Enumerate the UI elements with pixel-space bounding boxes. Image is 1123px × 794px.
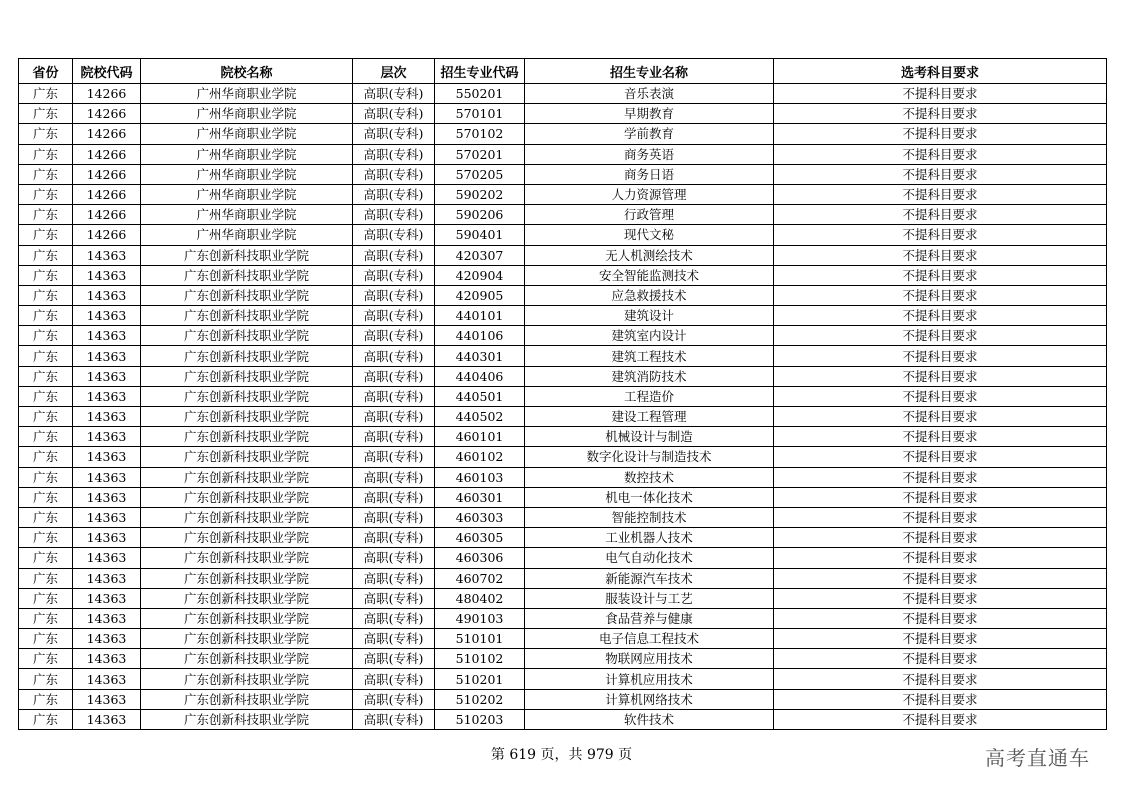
cell-level: 高职(专科) xyxy=(353,568,435,588)
cell-province: 广东 xyxy=(19,104,73,124)
cell-subject-requirement: 不提科目要求 xyxy=(774,548,1107,568)
cell-subject-requirement: 不提科目要求 xyxy=(774,427,1107,447)
cell-subject-requirement: 不提科目要求 xyxy=(774,285,1107,305)
cell-school-code: 14266 xyxy=(73,144,141,164)
header-subject-requirement: 选考科目要求 xyxy=(774,59,1107,84)
table-row xyxy=(19,528,1107,548)
cell-major-name: 物联网应用技术 xyxy=(525,649,774,669)
cell-level: 高职(专科) xyxy=(353,326,435,346)
cell-major-code: 460102 xyxy=(435,447,525,467)
cell-major-code: 460306 xyxy=(435,548,525,568)
cell-school-name: 广州华商职业学院 xyxy=(141,124,353,144)
header-school-name: 院校名称 xyxy=(141,59,353,84)
table-row xyxy=(19,306,1107,326)
cell-major-code: 440101 xyxy=(435,306,525,326)
cell-major-code: 420307 xyxy=(435,245,525,265)
table-row xyxy=(19,487,1107,507)
cell-school-code: 14363 xyxy=(73,487,141,507)
cell-subject-requirement: 不提科目要求 xyxy=(774,346,1107,366)
cell-level: 高职(专科) xyxy=(353,528,435,548)
cell-school-code: 14363 xyxy=(73,629,141,649)
cell-province: 广东 xyxy=(19,467,73,487)
header-row xyxy=(19,59,1107,84)
cell-school-code: 14266 xyxy=(73,124,141,144)
cell-level: 高职(专科) xyxy=(353,306,435,326)
cell-subject-requirement: 不提科目要求 xyxy=(774,386,1107,406)
cell-subject-requirement: 不提科目要求 xyxy=(774,709,1107,729)
table-row xyxy=(19,608,1107,628)
cell-major-code: 590401 xyxy=(435,225,525,245)
cell-level: 高职(专科) xyxy=(353,124,435,144)
cell-school-code: 14363 xyxy=(73,669,141,689)
cell-major-name: 服装设计与工艺 xyxy=(525,588,774,608)
cell-major-name: 建筑工程技术 xyxy=(525,346,774,366)
table-row xyxy=(19,144,1107,164)
cell-school-name: 广东创新科技职业学院 xyxy=(141,467,353,487)
table-header xyxy=(19,59,1107,84)
cell-school-name: 广州华商职业学院 xyxy=(141,205,353,225)
cell-subject-requirement: 不提科目要求 xyxy=(774,507,1107,527)
table-row xyxy=(19,124,1107,144)
table-row xyxy=(19,427,1107,447)
cell-province: 广东 xyxy=(19,124,73,144)
cell-subject-requirement: 不提科目要求 xyxy=(774,104,1107,124)
cell-province: 广东 xyxy=(19,548,73,568)
header-major-name: 招生专业名称 xyxy=(525,59,774,84)
table-row xyxy=(19,285,1107,305)
page-number: 第 619 页，共 979 页 xyxy=(490,747,633,763)
cell-subject-requirement: 不提科目要求 xyxy=(774,487,1107,507)
cell-major-name: 建筑设计 xyxy=(525,306,774,326)
cell-school-code: 14363 xyxy=(73,427,141,447)
cell-province: 广东 xyxy=(19,265,73,285)
cell-subject-requirement: 不提科目要求 xyxy=(774,245,1107,265)
table-row xyxy=(19,548,1107,568)
cell-school-name: 广东创新科技职业学院 xyxy=(141,346,353,366)
table-row xyxy=(19,709,1107,729)
cell-major-name: 计算机应用技术 xyxy=(525,669,774,689)
table-row xyxy=(19,245,1107,265)
cell-major-code: 570101 xyxy=(435,104,525,124)
cell-major-name: 建筑室内设计 xyxy=(525,326,774,346)
cell-major-code: 480402 xyxy=(435,588,525,608)
cell-province: 广东 xyxy=(19,164,73,184)
header-school-code: 院校代码 xyxy=(73,59,141,84)
cell-province: 广东 xyxy=(19,366,73,386)
cell-school-code: 14363 xyxy=(73,568,141,588)
cell-province: 广东 xyxy=(19,669,73,689)
cell-subject-requirement: 不提科目要求 xyxy=(774,326,1107,346)
cell-province: 广东 xyxy=(19,144,73,164)
cell-subject-requirement: 不提科目要求 xyxy=(774,568,1107,588)
cell-major-name: 建筑消防技术 xyxy=(525,366,774,386)
table-row xyxy=(19,84,1107,104)
cell-school-name: 广东创新科技职业学院 xyxy=(141,689,353,709)
cell-major-code: 510202 xyxy=(435,689,525,709)
cell-level: 高职(专科) xyxy=(353,265,435,285)
cell-school-code: 14363 xyxy=(73,507,141,527)
cell-school-code: 14363 xyxy=(73,285,141,305)
cell-major-code: 460303 xyxy=(435,507,525,527)
cell-school-code: 14266 xyxy=(73,225,141,245)
cell-province: 广东 xyxy=(19,326,73,346)
cell-major-name: 商务英语 xyxy=(525,144,774,164)
cell-province: 广东 xyxy=(19,84,73,104)
cell-subject-requirement: 不提科目要求 xyxy=(774,366,1107,386)
cell-level: 高职(专科) xyxy=(353,447,435,467)
table-row xyxy=(19,568,1107,588)
cell-major-code: 510101 xyxy=(435,629,525,649)
cell-province: 广东 xyxy=(19,689,73,709)
cell-subject-requirement: 不提科目要求 xyxy=(774,306,1107,326)
table-row xyxy=(19,588,1107,608)
cell-school-name: 广东创新科技职业学院 xyxy=(141,487,353,507)
table-row xyxy=(19,386,1107,406)
table-row xyxy=(19,629,1107,649)
cell-major-code: 440501 xyxy=(435,386,525,406)
cell-level: 高职(专科) xyxy=(353,709,435,729)
cell-subject-requirement: 不提科目要求 xyxy=(774,144,1107,164)
cell-school-code: 14363 xyxy=(73,366,141,386)
cell-subject-requirement: 不提科目要求 xyxy=(774,588,1107,608)
cell-school-name: 广东创新科技职业学院 xyxy=(141,245,353,265)
table-row xyxy=(19,326,1107,346)
cell-major-name: 工程造价 xyxy=(525,386,774,406)
cell-province: 广东 xyxy=(19,588,73,608)
table-row xyxy=(19,366,1107,386)
cell-school-code: 14363 xyxy=(73,528,141,548)
cell-school-name: 广东创新科技职业学院 xyxy=(141,386,353,406)
cell-school-name: 广东创新科技职业学院 xyxy=(141,265,353,285)
cell-major-name: 食品营养与健康 xyxy=(525,608,774,628)
table-row xyxy=(19,225,1107,245)
cell-major-code: 590206 xyxy=(435,205,525,225)
cell-level: 高职(专科) xyxy=(353,104,435,124)
cell-school-name: 广东创新科技职业学院 xyxy=(141,608,353,628)
cell-major-name: 电子信息工程技术 xyxy=(525,629,774,649)
table-row xyxy=(19,467,1107,487)
cell-subject-requirement: 不提科目要求 xyxy=(774,629,1107,649)
cell-province: 广东 xyxy=(19,487,73,507)
cell-major-code: 440301 xyxy=(435,346,525,366)
table-row xyxy=(19,649,1107,669)
cell-school-name: 广东创新科技职业学院 xyxy=(141,285,353,305)
cell-subject-requirement: 不提科目要求 xyxy=(774,84,1107,104)
cell-province: 广东 xyxy=(19,285,73,305)
cell-major-code: 570201 xyxy=(435,144,525,164)
cell-subject-requirement: 不提科目要求 xyxy=(774,669,1107,689)
cell-subject-requirement: 不提科目要求 xyxy=(774,225,1107,245)
cell-school-name: 广东创新科技职业学院 xyxy=(141,366,353,386)
cell-level: 高职(专科) xyxy=(353,427,435,447)
cell-province: 广东 xyxy=(19,184,73,204)
cell-school-name: 广州华商职业学院 xyxy=(141,144,353,164)
cell-subject-requirement: 不提科目要求 xyxy=(774,608,1107,628)
table-body xyxy=(19,84,1107,730)
cell-major-name: 新能源汽车技术 xyxy=(525,568,774,588)
cell-major-code: 460101 xyxy=(435,427,525,447)
table-row xyxy=(19,184,1107,204)
cell-province: 广东 xyxy=(19,386,73,406)
cell-school-code: 14266 xyxy=(73,84,141,104)
cell-level: 高职(专科) xyxy=(353,467,435,487)
cell-school-code: 14363 xyxy=(73,346,141,366)
cell-school-code: 14363 xyxy=(73,306,141,326)
cell-major-name: 机电一体化技术 xyxy=(525,487,774,507)
cell-subject-requirement: 不提科目要求 xyxy=(774,124,1107,144)
cell-major-code: 440106 xyxy=(435,326,525,346)
cell-major-name: 学前教育 xyxy=(525,124,774,144)
cell-major-code: 460305 xyxy=(435,528,525,548)
table-row xyxy=(19,346,1107,366)
cell-school-name: 广东创新科技职业学院 xyxy=(141,709,353,729)
cell-subject-requirement: 不提科目要求 xyxy=(774,528,1107,548)
cell-subject-requirement: 不提科目要求 xyxy=(774,407,1107,427)
table-row xyxy=(19,507,1107,527)
cell-major-name: 应急救援技术 xyxy=(525,285,774,305)
cell-level: 高职(专科) xyxy=(353,84,435,104)
cell-major-name: 机械设计与制造 xyxy=(525,427,774,447)
cell-major-name: 无人机测绘技术 xyxy=(525,245,774,265)
cell-level: 高职(专科) xyxy=(353,346,435,366)
watermark: 高考直通车 xyxy=(985,746,1090,770)
table-row xyxy=(19,205,1107,225)
cell-major-name: 现代文秘 xyxy=(525,225,774,245)
cell-province: 广东 xyxy=(19,407,73,427)
cell-major-name: 商务日语 xyxy=(525,164,774,184)
cell-province: 广东 xyxy=(19,649,73,669)
cell-major-code: 590202 xyxy=(435,184,525,204)
cell-province: 广东 xyxy=(19,568,73,588)
cell-province: 广东 xyxy=(19,528,73,548)
cell-major-name: 计算机网络技术 xyxy=(525,689,774,709)
cell-province: 广东 xyxy=(19,608,73,628)
cell-level: 高职(专科) xyxy=(353,649,435,669)
header-province: 省份 xyxy=(19,59,73,84)
cell-school-name: 广东创新科技职业学院 xyxy=(141,507,353,527)
cell-level: 高职(专科) xyxy=(353,689,435,709)
cell-school-code: 14266 xyxy=(73,205,141,225)
cell-major-code: 550201 xyxy=(435,84,525,104)
cell-school-name: 广州华商职业学院 xyxy=(141,84,353,104)
cell-major-name: 早期教育 xyxy=(525,104,774,124)
cell-major-code: 510203 xyxy=(435,709,525,729)
cell-school-code: 14363 xyxy=(73,588,141,608)
cell-level: 高职(专科) xyxy=(353,669,435,689)
cell-school-name: 广东创新科技职业学院 xyxy=(141,629,353,649)
cell-school-code: 14363 xyxy=(73,326,141,346)
cell-level: 高职(专科) xyxy=(353,205,435,225)
cell-level: 高职(专科) xyxy=(353,548,435,568)
table-row xyxy=(19,447,1107,467)
cell-school-code: 14363 xyxy=(73,709,141,729)
cell-level: 高职(专科) xyxy=(353,245,435,265)
cell-major-name: 人力资源管理 xyxy=(525,184,774,204)
cell-level: 高职(专科) xyxy=(353,407,435,427)
cell-province: 广东 xyxy=(19,225,73,245)
cell-school-name: 广东创新科技职业学院 xyxy=(141,326,353,346)
cell-major-code: 570102 xyxy=(435,124,525,144)
cell-major-name: 电气自动化技术 xyxy=(525,548,774,568)
cell-major-name: 音乐表演 xyxy=(525,84,774,104)
cell-major-code: 570205 xyxy=(435,164,525,184)
cell-province: 广东 xyxy=(19,507,73,527)
cell-subject-requirement: 不提科目要求 xyxy=(774,184,1107,204)
cell-school-code: 14363 xyxy=(73,649,141,669)
cell-province: 广东 xyxy=(19,447,73,467)
cell-level: 高职(专科) xyxy=(353,225,435,245)
cell-school-name: 广东创新科技职业学院 xyxy=(141,306,353,326)
cell-school-code: 14266 xyxy=(73,164,141,184)
cell-level: 高职(专科) xyxy=(353,507,435,527)
cell-province: 广东 xyxy=(19,306,73,326)
cell-province: 广东 xyxy=(19,427,73,447)
cell-school-name: 广州华商职业学院 xyxy=(141,225,353,245)
cell-major-name: 建设工程管理 xyxy=(525,407,774,427)
cell-level: 高职(专科) xyxy=(353,366,435,386)
cell-school-name: 广州华商职业学院 xyxy=(141,164,353,184)
cell-school-name: 广东创新科技职业学院 xyxy=(141,568,353,588)
cell-major-name: 安全智能监测技术 xyxy=(525,265,774,285)
cell-level: 高职(专科) xyxy=(353,629,435,649)
cell-subject-requirement: 不提科目要求 xyxy=(774,689,1107,709)
cell-major-code: 460301 xyxy=(435,487,525,507)
cell-school-name: 广东创新科技职业学院 xyxy=(141,528,353,548)
table-row xyxy=(19,164,1107,184)
header-level: 层次 xyxy=(353,59,435,84)
cell-major-code: 440406 xyxy=(435,366,525,386)
cell-major-code: 420905 xyxy=(435,285,525,305)
table-row xyxy=(19,689,1107,709)
admission-table xyxy=(18,58,1107,730)
table-row xyxy=(19,407,1107,427)
cell-school-code: 14266 xyxy=(73,184,141,204)
cell-school-code: 14266 xyxy=(73,104,141,124)
table-row xyxy=(19,669,1107,689)
cell-school-code: 14363 xyxy=(73,407,141,427)
cell-level: 高职(专科) xyxy=(353,144,435,164)
cell-subject-requirement: 不提科目要求 xyxy=(774,467,1107,487)
cell-school-name: 广州华商职业学院 xyxy=(141,104,353,124)
cell-major-code: 490103 xyxy=(435,608,525,628)
cell-subject-requirement: 不提科目要求 xyxy=(774,649,1107,669)
cell-subject-requirement: 不提科目要求 xyxy=(774,164,1107,184)
cell-school-name: 广东创新科技职业学院 xyxy=(141,447,353,467)
cell-school-code: 14363 xyxy=(73,608,141,628)
table-row xyxy=(19,104,1107,124)
cell-major-code: 460103 xyxy=(435,467,525,487)
cell-major-code: 460702 xyxy=(435,568,525,588)
cell-major-name: 数控技术 xyxy=(525,467,774,487)
cell-level: 高职(专科) xyxy=(353,588,435,608)
cell-school-name: 广东创新科技职业学院 xyxy=(141,427,353,447)
cell-school-code: 14363 xyxy=(73,548,141,568)
cell-major-name: 数字化设计与制造技术 xyxy=(525,447,774,467)
cell-province: 广东 xyxy=(19,709,73,729)
cell-school-name: 广东创新科技职业学院 xyxy=(141,588,353,608)
cell-level: 高职(专科) xyxy=(353,386,435,406)
cell-level: 高职(专科) xyxy=(353,184,435,204)
table-row xyxy=(19,265,1107,285)
cell-school-name: 广东创新科技职业学院 xyxy=(141,649,353,669)
cell-subject-requirement: 不提科目要求 xyxy=(774,205,1107,225)
cell-school-code: 14363 xyxy=(73,689,141,709)
cell-major-name: 工业机器人技术 xyxy=(525,528,774,548)
cell-major-name: 行政管理 xyxy=(525,205,774,225)
cell-major-code: 440502 xyxy=(435,407,525,427)
cell-province: 广东 xyxy=(19,629,73,649)
cell-school-name: 广东创新科技职业学院 xyxy=(141,669,353,689)
cell-subject-requirement: 不提科目要求 xyxy=(774,265,1107,285)
cell-school-name: 广东创新科技职业学院 xyxy=(141,548,353,568)
cell-school-code: 14363 xyxy=(73,245,141,265)
cell-school-name: 广东创新科技职业学院 xyxy=(141,407,353,427)
cell-major-code: 510102 xyxy=(435,649,525,669)
cell-province: 广东 xyxy=(19,205,73,225)
cell-level: 高职(专科) xyxy=(353,487,435,507)
cell-school-code: 14363 xyxy=(73,467,141,487)
cell-major-code: 510201 xyxy=(435,669,525,689)
cell-school-code: 14363 xyxy=(73,386,141,406)
cell-school-code: 14363 xyxy=(73,447,141,467)
cell-major-name: 软件技术 xyxy=(525,709,774,729)
cell-subject-requirement: 不提科目要求 xyxy=(774,447,1107,467)
header-major-code: 招生专业代码 xyxy=(435,59,525,84)
cell-major-name: 智能控制技术 xyxy=(525,507,774,527)
cell-province: 广东 xyxy=(19,346,73,366)
cell-level: 高职(专科) xyxy=(353,164,435,184)
cell-level: 高职(专科) xyxy=(353,608,435,628)
cell-province: 广东 xyxy=(19,245,73,265)
cell-school-code: 14363 xyxy=(73,265,141,285)
cell-level: 高职(专科) xyxy=(353,285,435,305)
cell-major-code: 420904 xyxy=(435,265,525,285)
cell-school-name: 广州华商职业学院 xyxy=(141,184,353,204)
